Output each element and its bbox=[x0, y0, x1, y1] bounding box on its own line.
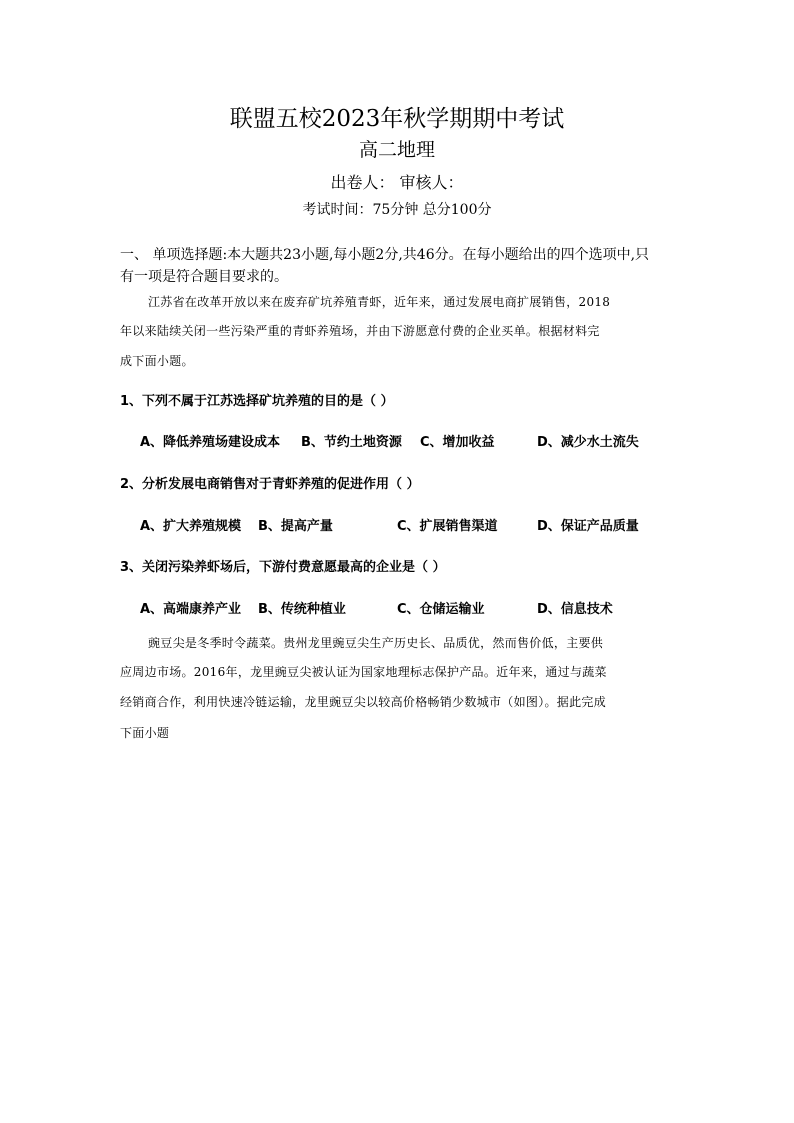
section-instruction-line-2: 有一项是符合题目要求的。 bbox=[120, 269, 288, 285]
section-instruction-line-1: 一、 单项选择题:本大题共23小题,每小题2分,共46分。在每小题给出的四个选项中,只 bbox=[120, 247, 650, 263]
question-3-option-b: B、传统种植业 bbox=[258, 602, 346, 617]
question-2-option-d: D、保证产品质量 bbox=[537, 519, 639, 534]
question-1-stem: 1、下列不属于江苏选择矿坑养殖的目的是（ ） bbox=[120, 394, 394, 409]
question-2-stem: 2、分析发展电商销售对于青虾养殖的促进作用（ ） bbox=[120, 477, 420, 492]
question-3-stem: 3、关闭污染养虾场后，下游付费意愿最高的企业是（ ） bbox=[120, 560, 446, 575]
material-1-line-1: 江苏省在改革开放以来在废弃矿坑养殖青虾，近年来，通过发展电商扩展销售，2018 bbox=[148, 295, 611, 309]
material-2-line-4: 下面小题 bbox=[120, 726, 170, 740]
material-1-line-2: 年以来陆续关闭一些污染严重的青虾养殖场，并由下游愿意付费的企业买单。根据材料完 bbox=[120, 324, 600, 338]
material-2-line-2: 应周边市场。2016年，龙里豌豆尖被认证为国家地理标志保护产品。近年来，通过与蔬菜 bbox=[120, 665, 607, 679]
authors-line: 出卷人： 审核人： bbox=[330, 173, 464, 192]
question-2-option-c: C、扩展销售渠道 bbox=[397, 519, 498, 534]
question-1-option-d: D、减少水土流失 bbox=[537, 435, 639, 450]
question-3-option-a: A、高端康养产业 bbox=[140, 602, 242, 617]
material-2-line-1: 豌豆尖是冬季时令蔬菜。贵州龙里豌豆尖生产历史长、品质优，然而售价低，主要供 bbox=[148, 636, 604, 650]
question-2-option-b: B、提高产量 bbox=[258, 519, 333, 534]
material-2-line-3: 经销商合作，利用快速冷链运输，龙里豌豆尖以较高价格畅销少数城市（如图）。据此完成 bbox=[120, 695, 607, 709]
question-3-option-d: D、信息技术 bbox=[537, 602, 613, 617]
question-1-option-c: C、增加收益 bbox=[420, 435, 495, 450]
question-2-option-a: A、扩大养殖规模 bbox=[140, 519, 242, 534]
question-3-option-c: C、仓储运输业 bbox=[397, 602, 485, 617]
subject-title: 高二地理 bbox=[358, 139, 435, 161]
exam-title: 联盟五校2023年秋学期期中考试 bbox=[229, 106, 565, 132]
question-1-option-b: B、节约土地资源 bbox=[301, 435, 402, 450]
question-1-option-a: A、降低养殖场建设成本 bbox=[140, 435, 281, 450]
material-1-line-3: 成下面小题。 bbox=[120, 354, 194, 368]
exam-info: 考试时间：75分钟 总分100分 bbox=[302, 202, 492, 218]
